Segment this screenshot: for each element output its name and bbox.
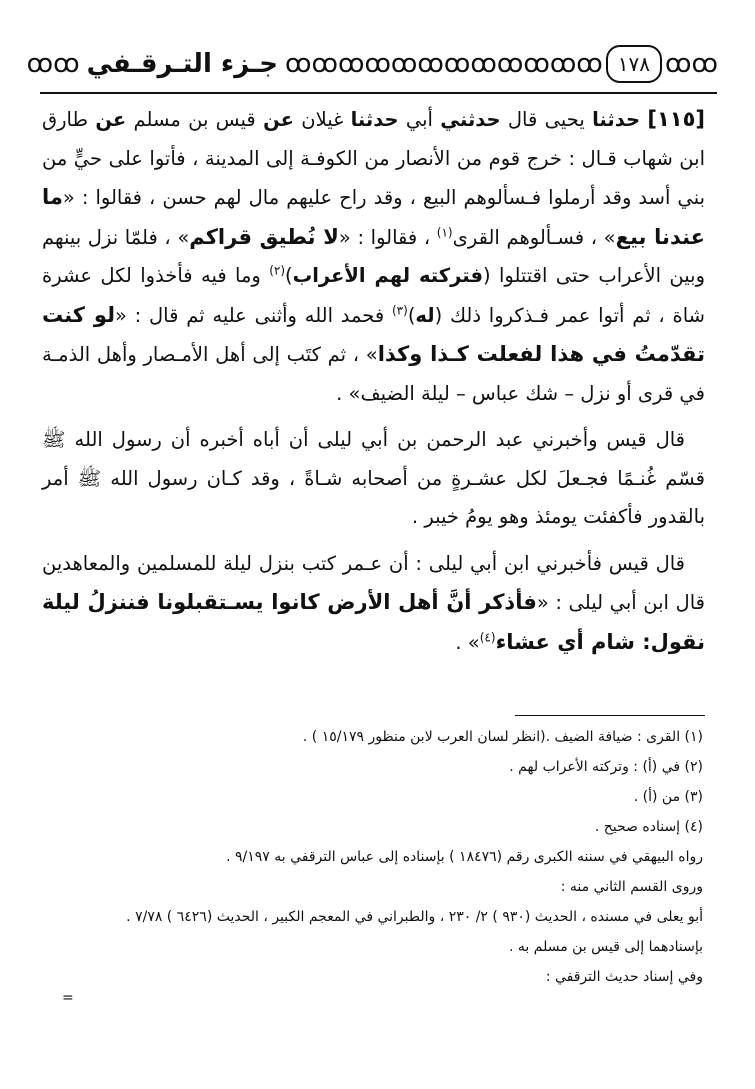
footnote-2: (٢) في (أ) : وتركته الأعراب لهم . [509, 759, 703, 775]
footnote-3: (٣) من (أ) . [633, 789, 703, 805]
footnote-line: رواه البيهقي في سننه الكبرى رقم (١٨٤٧٦ ) بإسناده إلى عباس الترقفي به ٩/١٩٧ . [226, 849, 703, 865]
footnotes [60, 722, 703, 992]
page-header [26, 38, 718, 90]
paragraph-qays-1: قال قيس وأخبرني عبد الرحمن بن أبي ليلى أن أباه أخبره أن رسول الله ﷺ قسّم غُنـمًا فجـعلَ لكل عشـرةٍ من أصحابه شـاةً ، وقد كـان رسول الله ﷺ أمر بالقدور فأكفئت يومئذ وهو يومُ خيبر . [42, 428, 705, 528]
header-ornament-left: ꝏꝏ [26, 49, 80, 79]
footnote-line: بإسنادهما إلى قيس بن مسلم به . [509, 939, 703, 955]
paragraph-qays-2: قال قيس فأخبرني ابن أبي ليلى : أن عـمر كتب بنزل ليلة للمسلمين والمعاهدين قال ابن أبي ليلى : «فأذكر أنَّ أهل الأرض كانوا يسـتقبلونا فننزلُ ليلة نقول: شام أي عشاء$^{(٤)}$» . [42, 551, 705, 654]
header-rule [40, 92, 717, 94]
header-ornament-right: ꝏꝏ [665, 49, 718, 79]
margin-mark: = [62, 990, 74, 1006]
hadith-number: [١١٥] [647, 107, 705, 131]
footnote-line: أبو يعلى في مسنده ، الحديث (٩٣٠ ) ٢/ ٢٣٠ ، والطبراني في المعجم الكبير ، الحديث (٦٤٢٦ ) ٧/٧٨ . [126, 909, 703, 925]
footnote-ref-3: (٣) [391, 303, 408, 317]
footnote-1: (١) القرى : ضيافة الضيف .(انظر لسان العرب لابن منظور ١٥/١٧٩ ) . [302, 729, 703, 745]
footnote-4: (٤) إسناده صحيح . [594, 819, 703, 835]
footnote-separator [515, 715, 705, 716]
footnote-ref-4: (٤) [479, 630, 496, 644]
hadith-115: [١١٥] حدثنا يحيى قال حدثني أبي حدثنا غيلان عن قيس بن مسلم عن طارق ابن شهاب قـال : خرج قوم من الأنصار من الكوفـة إلى المدينة ، فأتوا على حيٍّ من بني أسد وقد أرملوا فـسألوهم البيع ، وقد راح عليهم مال لهم حسن ، فقالوا : «ما عندنا بيع» ، فسـألوهم القرى$^{(١)}$ ، فقالوا : «لا نُطيق قراكم» ، فلمّا نزل بينهم وبين الأعراب حتى اقتتلوا (فتركته لهم الأعراب)$^{(٢)}$ وما فيه فأخذوا لكل عشرة شاة ، ثم أتوا عمر فـذكروا ذلك (له)$^{(٣)}$ فحمد الله وأثنى عليه ثم قال : «لو كنت تقدّمتُ في هذا لفعلت كـذا وكذا» ، ثم كتَب إلى أهل الأمـصار وأهل الذمـة في قرى أو نزل – شك عباس – ليلة الضيف» . [42, 107, 706, 405]
header-ornament-middle: ꝏꝏꝏꝏꝏꝏꝏꝏꝏꝏꝏꝏ [285, 49, 603, 79]
running-title: جـزء التـرقـفي [86, 49, 278, 79]
footnote-ref-2: (٢) [269, 263, 286, 278]
footnote-line: وفي إسناد حديث الترقفي : [545, 969, 703, 985]
footnote-ref-1: (١) [436, 225, 453, 239]
main-text [42, 100, 705, 670]
page-number: ١٧٨ [606, 45, 662, 83]
footnote-line: وروى القسم الثاني منه : [560, 879, 703, 895]
